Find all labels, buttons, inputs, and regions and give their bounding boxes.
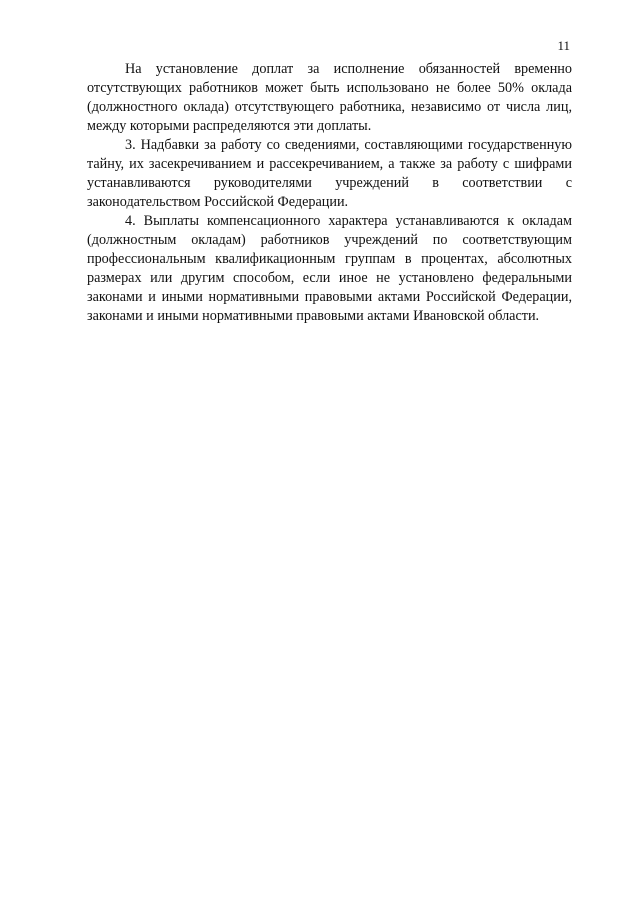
paragraph-acting-duties-pay: На установление доплат за исполнение обязанностей временно отсутствующих работников может быть использовано не более 50% оклада (должностного оклада) отсутствующего работника, независимо от числа лиц, между которыми распределяются эти доплаты. <box>87 61 572 134</box>
document-body <box>87 60 572 326</box>
page-number: 11 <box>557 38 570 53</box>
paragraph-compensation-payments: 4. Выплаты компенсационного характера устанавливаются к окладам (должностным окладам) работников учреждений по соответствующим профессиональным квалификационным группам в процентах, абсолютных размерах или другим способом, если иное не установлено федеральными законами и иными нормативными правовыми актами Российской Федерации, законами и иными нормативными правовыми актами Ивановской области. <box>87 213 572 324</box>
paragraph-state-secret-allowance: 3. Надбавки за работу со сведениями, составляющими государственную тайну, их засекречиванием и рассекречиванием, а также за работу с шифрами устанавливаются руководителями учреждений в соответствии с законодательством Российской Федерации. <box>87 137 572 210</box>
